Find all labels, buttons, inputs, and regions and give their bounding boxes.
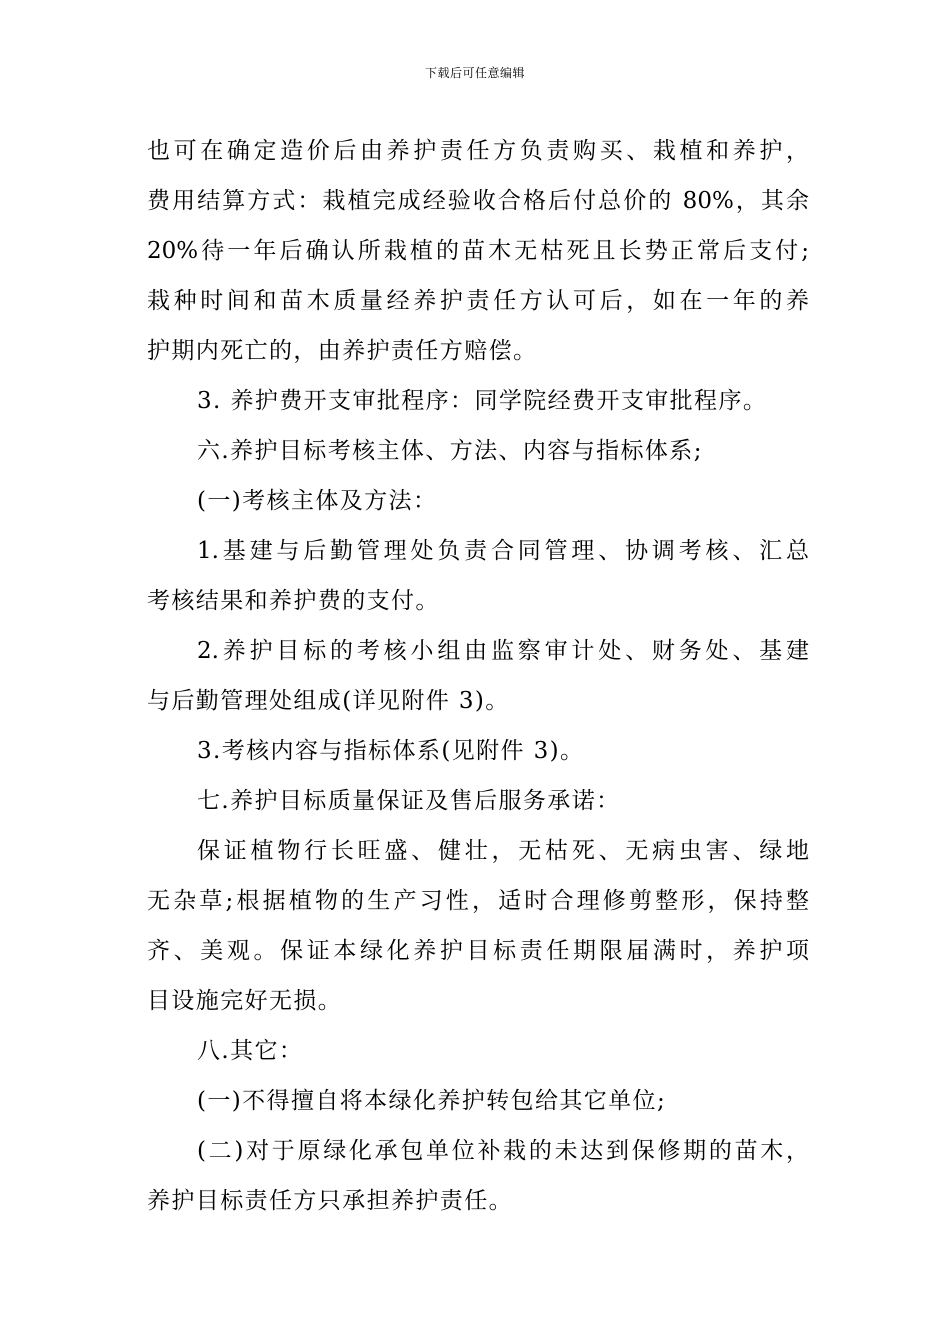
text-line: 20%待一年后确认所栽植的苗木无枯死且长势正常后支付;: [147, 238, 809, 264]
text-line: 保证植物行长旺盛、健壮，无枯死、无病虫害、绿地: [197, 838, 809, 864]
text-line: 考核结果和养护费的支付。: [147, 588, 440, 614]
text-line: (一)不得擅自将本绿化养护转包给其它单位;: [197, 1088, 667, 1114]
text-line: (二)对于原绿化承包单位补栽的未达到保修期的苗木，: [197, 1138, 809, 1164]
section-heading: [147, 1026, 809, 1076]
text-line: 3. 养护费开支审批程序：同学院经费开支审批程序。: [197, 388, 768, 414]
text-line: 也可在确定造价后由养护责任方负责购买、栽植和养护，: [147, 138, 809, 164]
text-line: 齐、美观。保证本绿化养护目标责任期限届满时，养护项: [147, 938, 809, 964]
text-line: 3.考核内容与指标体系(见附件 3)。: [197, 738, 585, 764]
text-line: 费用结算方式：栽植完成经验收合格后付总价的 80%，其余: [147, 188, 809, 214]
text-line: 1.基建与后勤管理处负责合同管理、协调考核、汇总: [197, 538, 809, 564]
paragraph: [147, 1126, 809, 1226]
text-line: 无杂草;根据植物的生产习性，适时合理修剪整形，保持整: [147, 888, 809, 914]
text-line: 七.养护目标质量保证及售后服务承诺：: [197, 788, 621, 814]
document-body: [147, 126, 809, 1226]
paragraph: [147, 526, 809, 626]
text-line: (一)考核主体及方法：: [197, 488, 438, 514]
paragraph: [147, 126, 809, 376]
paragraph: [147, 826, 809, 1026]
subsection-heading: [147, 476, 809, 526]
page-header-note: 下载后可任意编辑: [424, 66, 525, 80]
paragraph: [147, 626, 809, 726]
text-line: 八.其它：: [197, 1038, 304, 1064]
section-heading: [147, 776, 809, 826]
text-line: 2.养护目标的考核小组由监察审计处、财务处、基建: [197, 638, 809, 664]
text-line: 栽种时间和苗木质量经养护责任方认可后，如在一年的养: [147, 288, 809, 314]
text-line: 护期内死亡的，由养护责任方赔偿。: [147, 338, 538, 364]
paragraph: [147, 376, 809, 426]
paragraph: [147, 726, 809, 776]
text-line: 养护目标责任方只承担养护责任。: [147, 1188, 513, 1214]
paragraph: [147, 1076, 809, 1126]
text-line: 目设施完好无损。: [147, 988, 343, 1014]
text-line: 与后勤管理处组成(详见附件 3)。: [147, 688, 510, 714]
section-heading: [147, 426, 809, 476]
text-line: 六.养护目标考核主体、方法、内容与指标体系;: [197, 438, 703, 464]
